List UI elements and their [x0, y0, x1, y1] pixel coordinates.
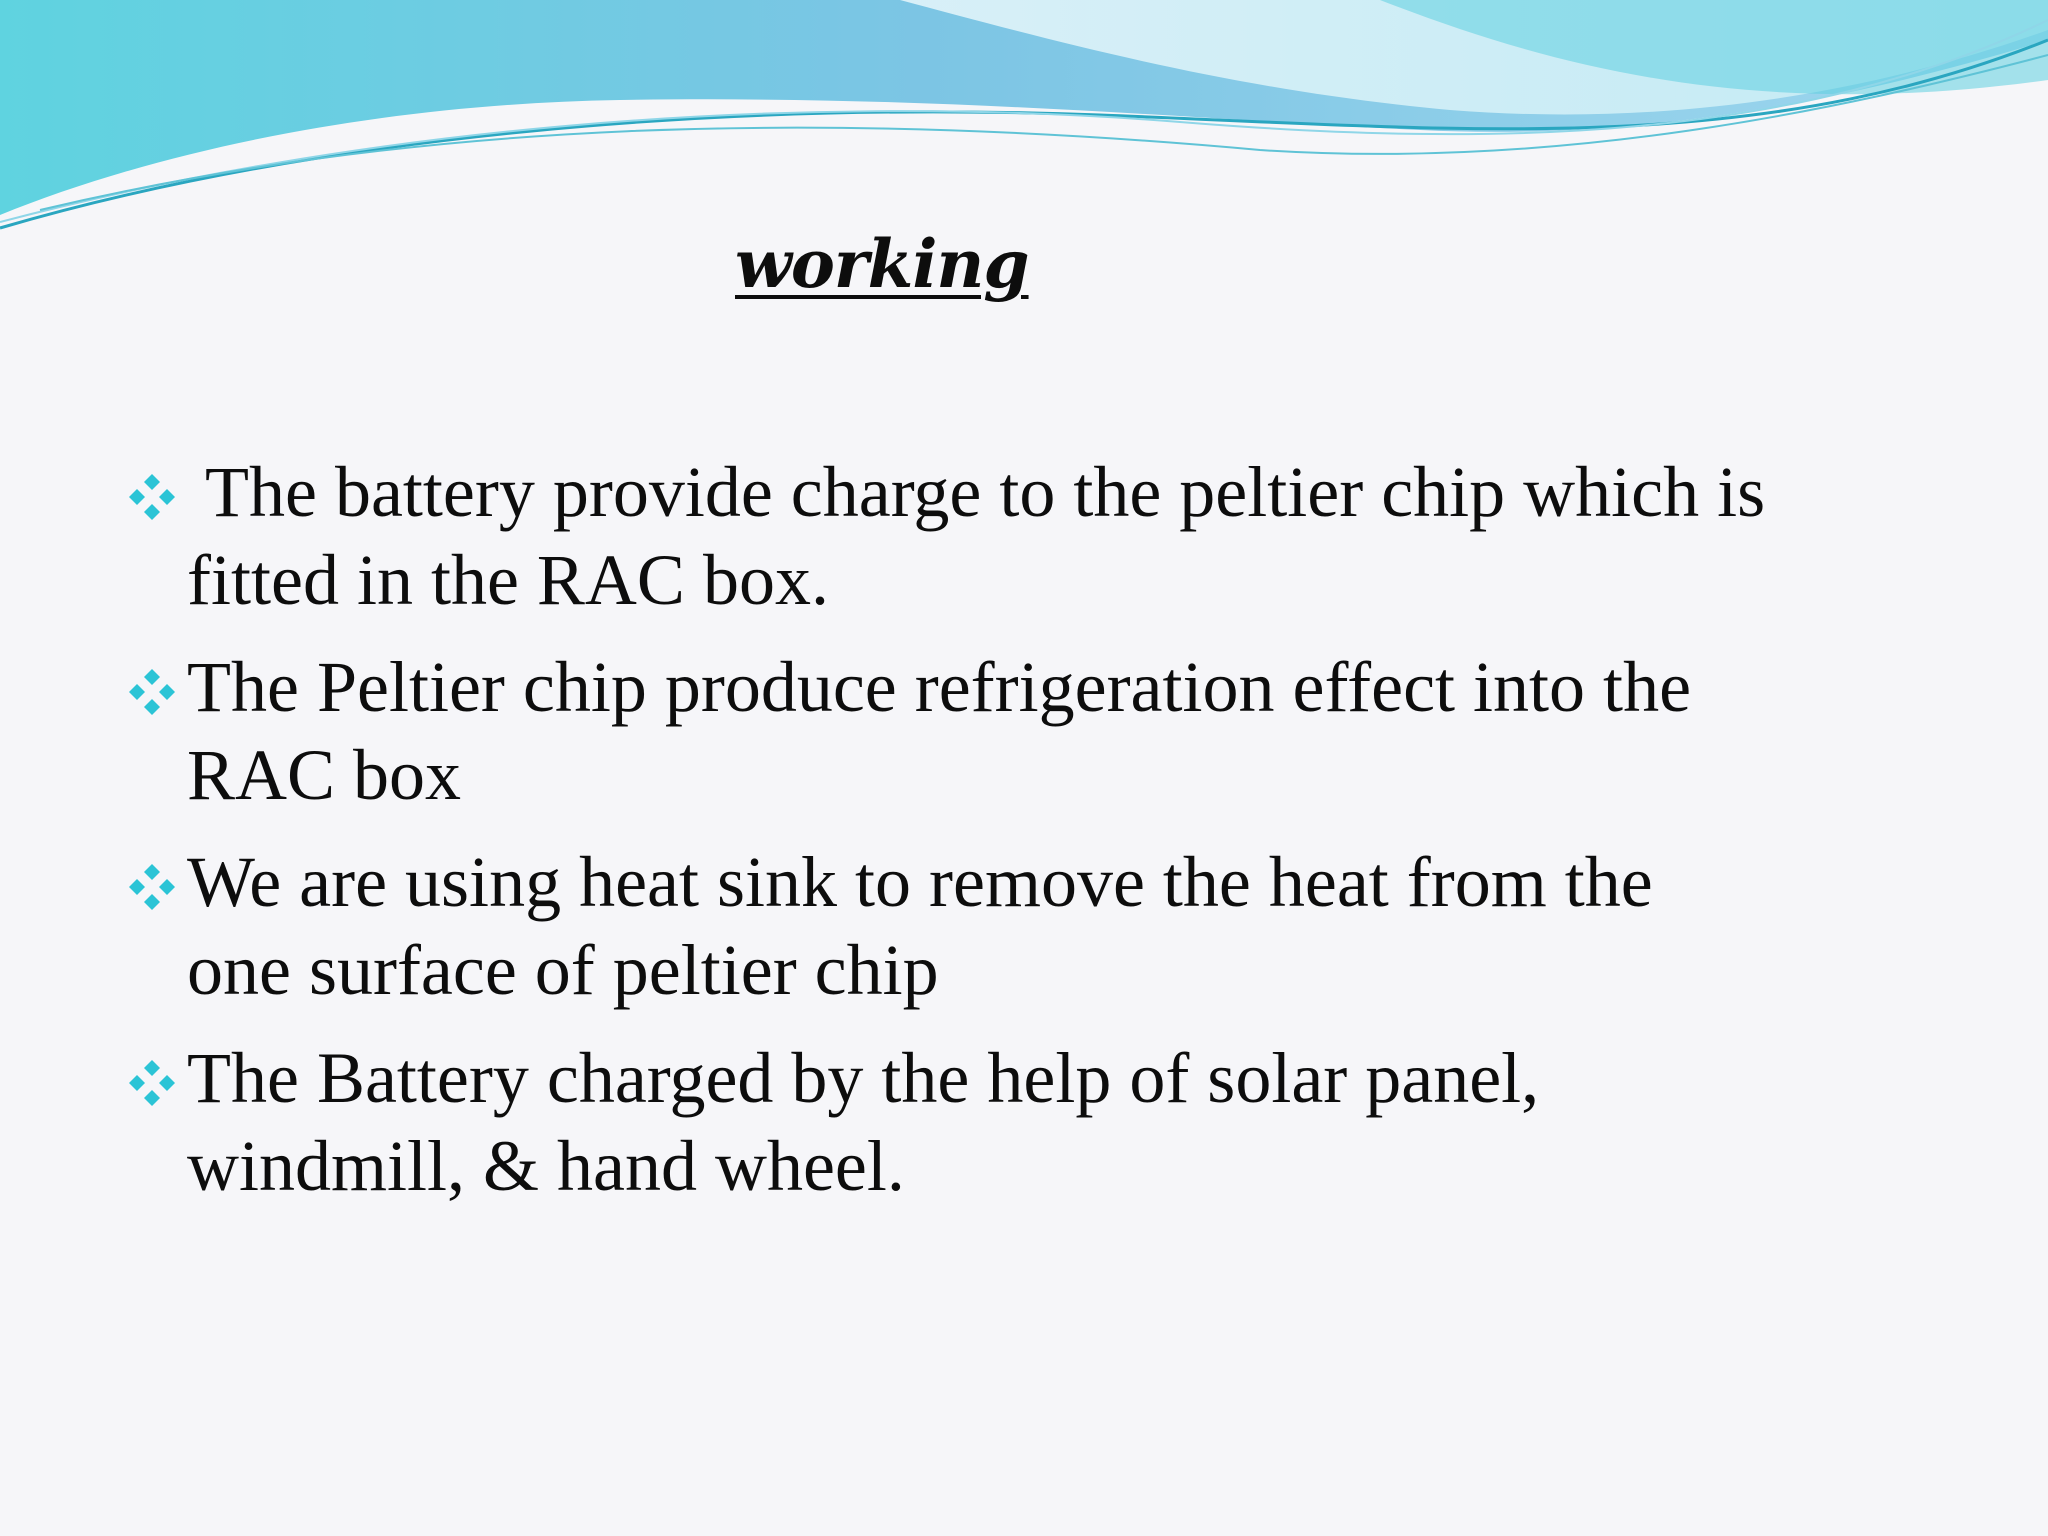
- bullet-text-line: fitted in the RAC box.: [187, 540, 829, 620]
- diamond-bullet-icon: [127, 1058, 177, 1108]
- bullet-text-line: one surface of peltier chip: [187, 930, 939, 1010]
- diamond-bullet-icon: [127, 667, 177, 717]
- bullet-text-line: The Battery charged by the help of solar panel,: [187, 1038, 1540, 1118]
- bullet-text-line: The Peltier chip produce refrigeration effect into the: [187, 647, 1692, 727]
- diamond-bullet-icon: [127, 472, 177, 522]
- bullet-text-line: windmill, & hand wheel.: [187, 1126, 905, 1206]
- bullet-text-line: The battery provide charge to the peltier chip which is: [205, 452, 1766, 532]
- slide-title: working: [735, 225, 1029, 303]
- bullet-text-line: RAC box: [187, 735, 462, 815]
- diamond-bullet-icon: [127, 862, 177, 912]
- bullet-text-line: We are using heat sink to remove the heat from the: [187, 842, 1653, 922]
